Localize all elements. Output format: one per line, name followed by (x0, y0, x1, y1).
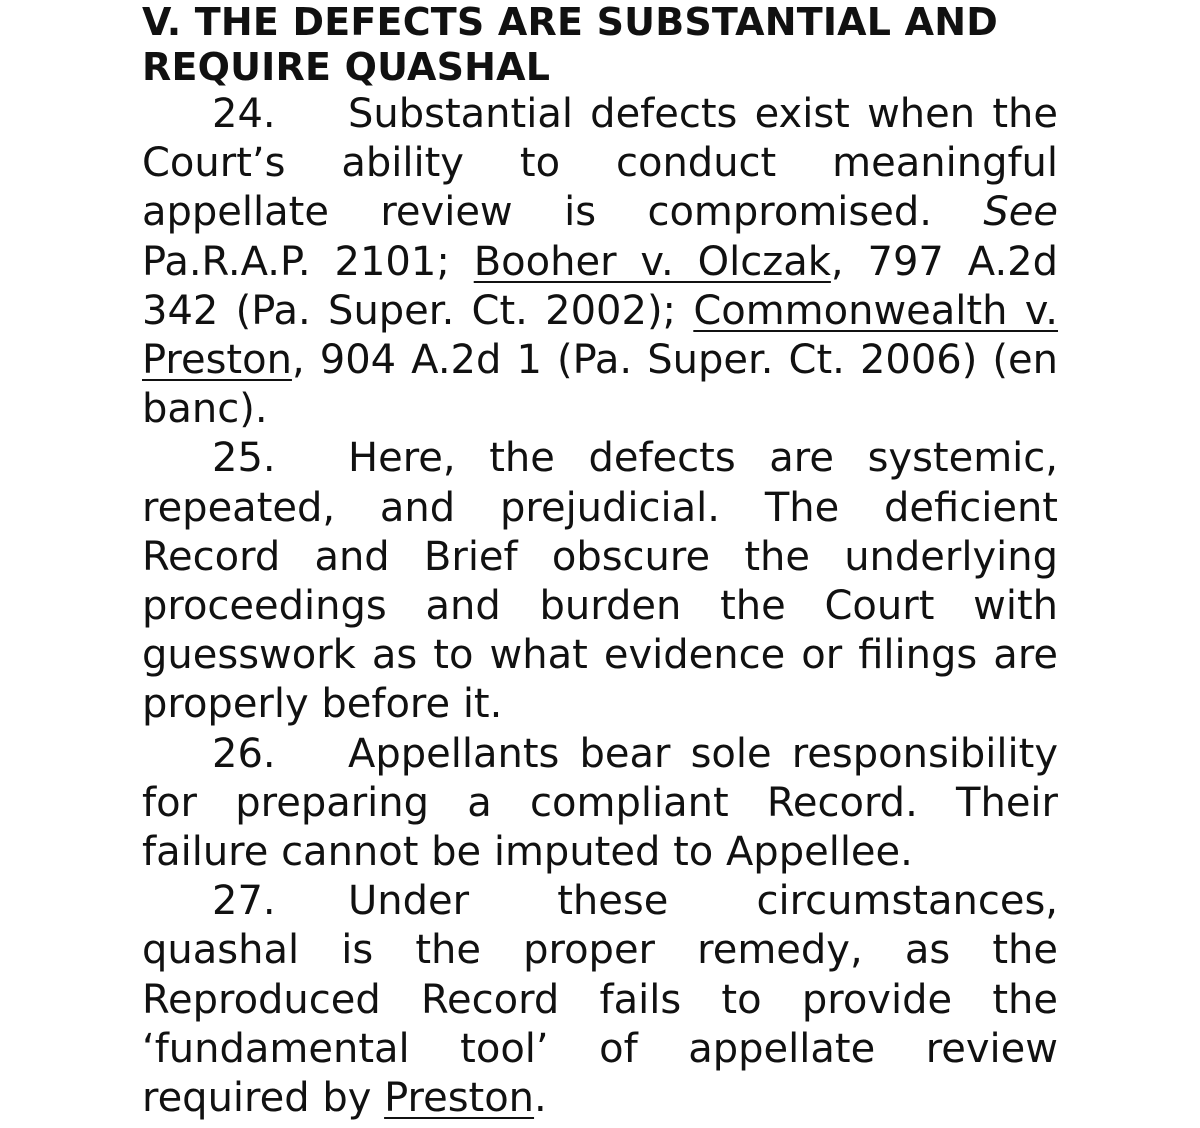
paragraph-text: . (534, 1075, 547, 1122)
case-name-preston-short: Preston (384, 1075, 535, 1122)
paragraph-27 (142, 877, 1058, 1123)
case-name-booher: Booher v. Olczak (473, 238, 831, 285)
document-page (142, 0, 1058, 1123)
citation-signal: See (983, 189, 1058, 236)
paragraph-26 (142, 730, 1058, 878)
paragraph-number: 25. (212, 435, 276, 482)
case-name-preston: Commonwealth v. Preston (142, 287, 1059, 384)
paragraph-text: Substantial defects exist when the Court’s ability to conduct meaningful appellate review is compromised. (142, 91, 1058, 236)
section-heading: V. THE DEFECTS ARE SUBSTANTIAL AND REQUIRE QUASHAL (142, 0, 998, 89)
paragraph-text: Here, the defects are systemic, repeated, and prejudicial. The deficient Record and Brief obscure the underlying proceedings and burden the Court with guesswork as to what evidence or filings are properly before it. (142, 435, 1058, 728)
paragraph-number: 26. (212, 730, 276, 777)
paragraph-text: Under these circumstances, quashal is the proper remedy, as the Reproduced Record fails to provide the ‘fundamental tool’ of appellate review required by (142, 878, 1058, 1122)
paragraph-text: Appellants bear sole responsibility for preparing a compliant Record. Their failure cannot be imputed to Appellee. (142, 730, 1058, 876)
paragraph-25 (142, 434, 1058, 729)
paragraph-number: 24. (212, 91, 276, 137)
paragraph-24 (142, 90, 1058, 434)
paragraph-number: 27. (212, 878, 276, 925)
paragraph-text: , 904 A.2d 1 (Pa. Super. Ct. 2006) (en banc). (142, 337, 1058, 433)
paragraph-text: , 797 A.2d 342 (Pa. Super. Ct. 2002); (142, 238, 1058, 334)
paragraph-text: Pa.R.A.P. 2101; (142, 238, 474, 285)
